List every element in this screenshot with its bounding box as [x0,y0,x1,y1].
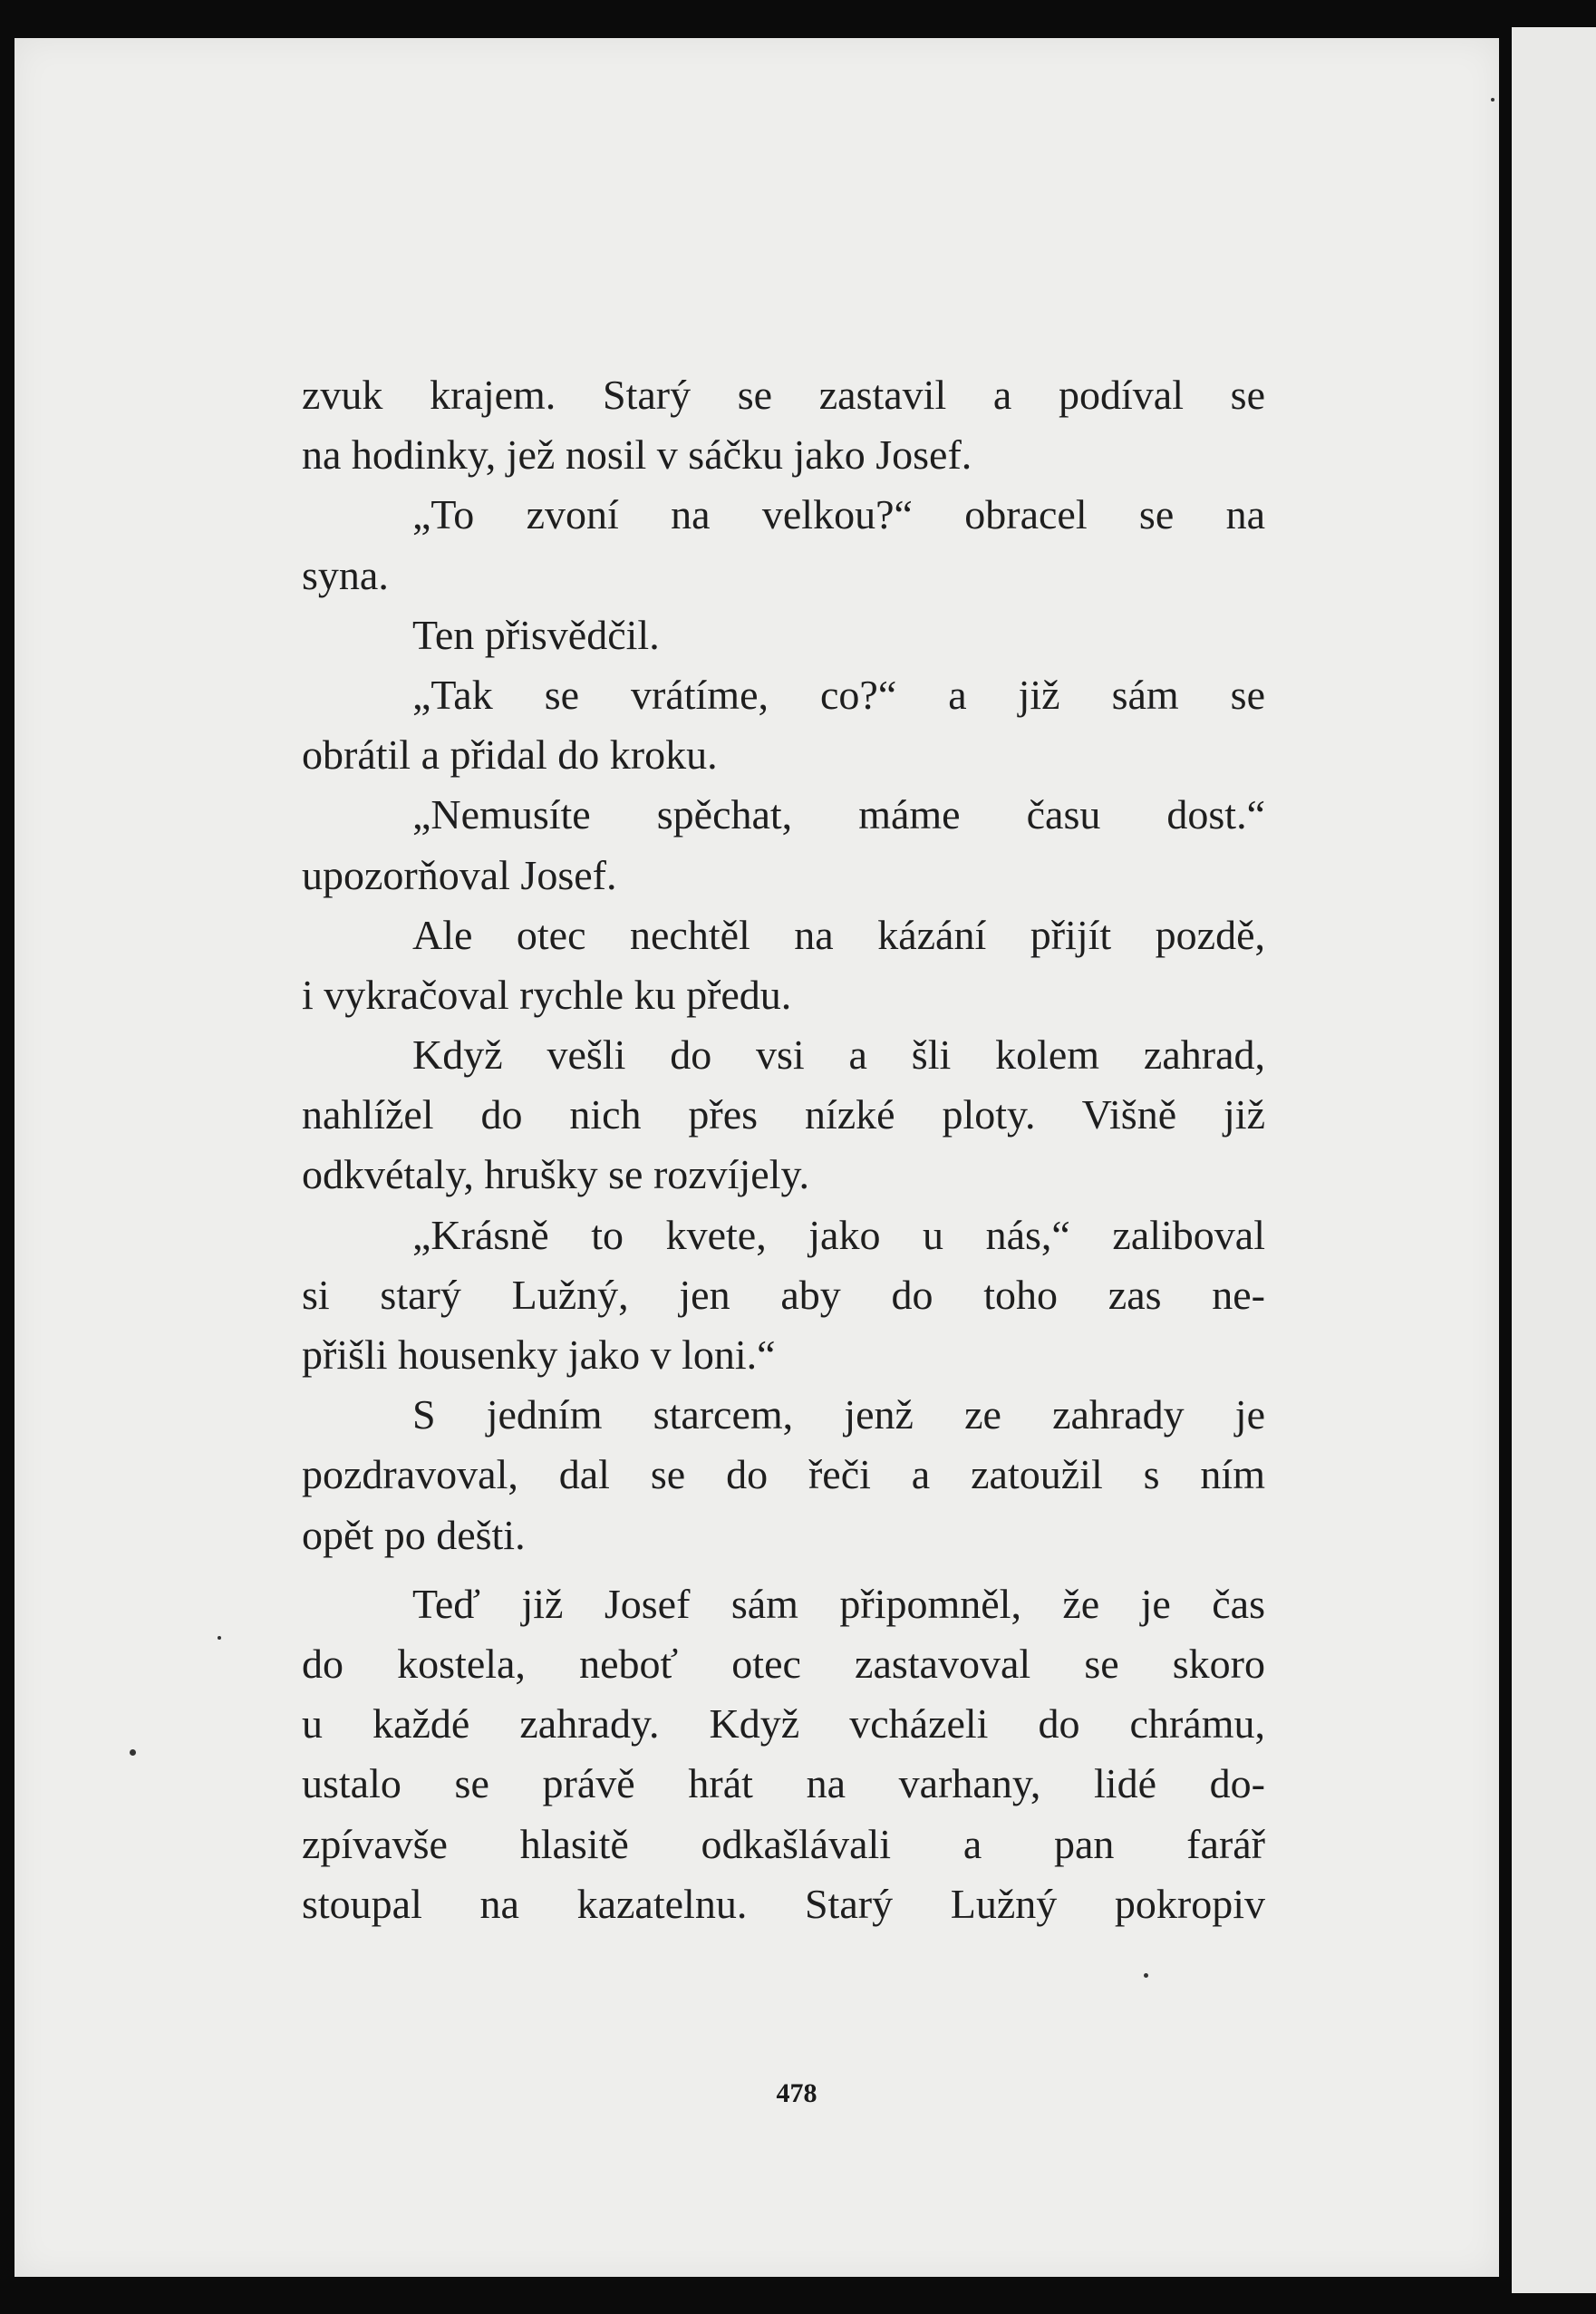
text-line: „Nemusíte spěchat, máme času dost.“ [412,791,1265,838]
text-line: i vykračoval rychle ku předu. [302,971,792,1018]
text-line: Teď již Josef sám připomněl, že je čas [412,1580,1265,1627]
text-line: nahlížel do nich přes nízké ploty. Višně již [302,1091,1265,1138]
text-line: Ale otec nechtěl na kázání přijít pozdě, [412,911,1265,958]
scan-speck [1491,98,1494,102]
text-line: pozdravoval, dal se do řeči a zatoužil s ním [302,1451,1265,1498]
text-line: si starý Lužný, jen aby do toho zas ne- [302,1271,1265,1318]
text-line: Když vešli do vsi a šli kolem zahrad, [412,1031,1265,1079]
text-line: ustalo se právě hrát na varhany, lidé do- [302,1760,1265,1807]
text-line: syna. [302,551,389,598]
text-line: zpívavše hlasitě odkašlávali a pan farář [302,1820,1265,1867]
scan-speck [130,1749,136,1756]
text-line: S jedním starcem, jenž ze zahrady je [412,1391,1265,1438]
text-line: u každé zahrady. Když vcházeli do chrámu, [302,1700,1265,1748]
text-line: do kostela, neboť otec zastavoval se skoro [302,1640,1265,1687]
scan-speck [1144,1973,1148,1978]
text-line: opět po dešti. [302,1511,526,1558]
text-line: stoupal na kazatelnu. Starý Lužný pokropiv [302,1880,1265,1927]
paragraph-gap [302,1565,1265,1574]
text-line: na hodinky, jež nosil v sáčku jako Josef. [302,431,972,479]
text-line: upozorňoval Josef. [302,851,617,898]
text-line: „Krásně to kvete, jako u nás,“ zaliboval [412,1211,1265,1258]
page-text [302,365,1265,1934]
text-line: zvuk krajem. Starý se zastavil a podíval se [302,372,1265,418]
text-line: obrátil a přidal do kroku. [302,731,718,779]
adjacent-page-edge [1512,27,1596,2293]
text-line: „To zvoní na velkou?“ obracel se na [412,491,1265,538]
page-number: 478 [776,2078,817,2108]
text-line: přišli housenky jako v loni.“ [302,1331,776,1378]
text-line: Ten přisvědčil. [412,611,660,658]
text-line: „Tak se vrátíme, co?“ a již sám se [412,671,1265,718]
text-line: odkvétaly, hrušky se rozvíjely. [302,1151,809,1198]
scan-speck [218,1636,221,1640]
